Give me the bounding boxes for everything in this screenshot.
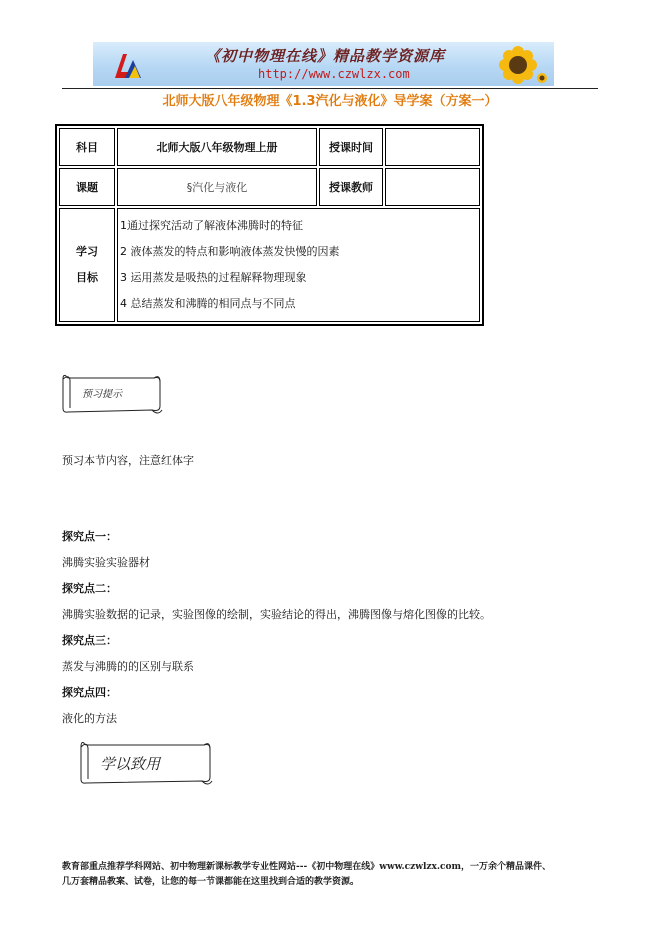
- teacher-value: [385, 168, 480, 206]
- apply-scroll-label: 学以致用: [100, 755, 161, 773]
- goals-label-line2: 目标: [76, 271, 98, 284]
- preview-scroll-label: 预习提示: [82, 389, 122, 400]
- preview-text: 预习本节内容，注意红体字: [62, 454, 194, 467]
- topic-label: 课题: [59, 168, 115, 206]
- banner-url: http://www.czwlzx.com: [258, 67, 410, 81]
- header-rule: [62, 88, 598, 89]
- preview-scroll-banner: [60, 370, 164, 418]
- logo-icon: [111, 48, 145, 82]
- page-footer: [62, 860, 622, 890]
- subject-label: 科目: [59, 128, 115, 166]
- goals-label: [59, 208, 115, 322]
- banner-title: 《初中物理在线》精品教学资源库: [205, 47, 446, 65]
- sunflower-icon: [488, 44, 548, 86]
- time-value: [385, 128, 480, 166]
- explore-2-text: 沸腾实验数据的记录，实验图像的绘制，实验结论的得出，沸腾图像与熔化图像的比较。: [62, 608, 491, 621]
- explore-1-text: 沸腾实验实验器材: [62, 556, 150, 569]
- lesson-info-table: [55, 124, 484, 326]
- explore-4-heading: 探究点四：: [62, 686, 117, 699]
- explore-3-heading: 探究点三：: [62, 634, 117, 647]
- time-label: 授课时间: [319, 128, 383, 166]
- explore-3-text: 蒸发与沸腾的的区别与联系: [62, 660, 194, 673]
- teacher-label: 授课教师: [319, 168, 383, 206]
- document-title: 北师大版八年级物理《1.3汽化与液化》导学案（方案一）: [162, 94, 498, 109]
- explore-4-text: 液化的方法: [62, 712, 117, 725]
- goal-item: 1通过探究活动了解液体沸腾时的特征: [120, 219, 303, 232]
- explore-1-heading: 探究点一：: [62, 530, 117, 543]
- goal-item: 3 运用蒸发是吸热的过程解释物理现象: [120, 271, 307, 284]
- apply-scroll-banner: [78, 737, 214, 789]
- topic-value: §汽化与液化: [117, 168, 317, 206]
- header-banner: [93, 42, 554, 86]
- goals-list: [117, 208, 480, 322]
- explore-2-heading: 探究点二：: [62, 582, 117, 595]
- goal-item: 4 总结蒸发和沸腾的相同点与不同点: [120, 297, 296, 310]
- goals-label-line1: 学习: [76, 245, 98, 258]
- subject-value: 北师大版八年级物理上册: [117, 128, 317, 166]
- goal-item: 2 液体蒸发的特点和影响液体蒸发快慢的因素: [120, 245, 340, 258]
- footer-line-1: 教育部重点推荐学科网站、初中物理新课标教学专业性网站---《初中物理在线》www.czwlzx.com，一万余个精品课件、: [62, 862, 552, 872]
- footer-line-2: 几万套精品教案、试卷，让您的每一节课都能在这里找到合适的教学资源。: [62, 877, 360, 887]
